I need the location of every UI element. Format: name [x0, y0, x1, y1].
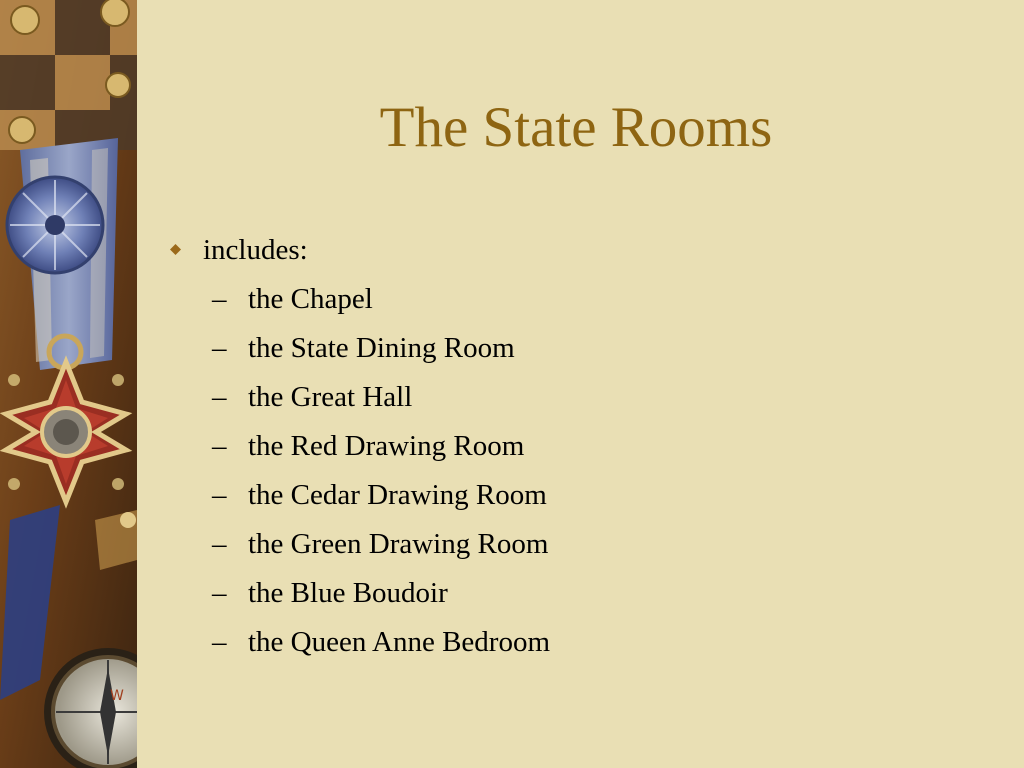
sub-item-text: the Blue Boudoir: [248, 577, 448, 609]
sub-item: [170, 424, 550, 473]
sub-item-text: the Red Drawing Room: [248, 430, 525, 462]
bullet-text: includes:: [203, 234, 308, 266]
sub-item: [170, 326, 550, 375]
sub-item: [170, 620, 550, 669]
dash-marker: –: [212, 430, 227, 462]
sub-item: [170, 277, 550, 326]
dash-marker: –: [212, 577, 227, 609]
dash-marker: –: [212, 381, 227, 413]
diamond-icon: [170, 244, 181, 255]
sub-item: [170, 571, 550, 620]
bullet-item: [170, 228, 550, 277]
sub-item-text: the Great Hall: [248, 381, 413, 413]
slide-title: The State Rooms: [379, 96, 773, 159]
sub-item-text: the Queen Anne Bedroom: [248, 626, 551, 658]
sub-item: [170, 375, 550, 424]
sub-item-text: the Cedar Drawing Room: [248, 479, 547, 511]
sub-item-text: the Green Drawing Room: [248, 528, 549, 560]
sub-item-text: the Chapel: [248, 283, 373, 315]
sub-item: [170, 522, 550, 571]
dash-marker: –: [212, 283, 227, 315]
dash-marker: –: [212, 626, 227, 658]
dash-marker: –: [212, 332, 227, 364]
svg-text:W: W: [110, 688, 124, 704]
dash-marker: –: [212, 479, 227, 511]
sub-item-text: the State Dining Room: [248, 332, 515, 364]
decorative-medal-image: [0, 0, 137, 768]
dash-marker: –: [212, 528, 227, 560]
sub-item: [170, 473, 550, 522]
bullet-list: [170, 228, 550, 669]
